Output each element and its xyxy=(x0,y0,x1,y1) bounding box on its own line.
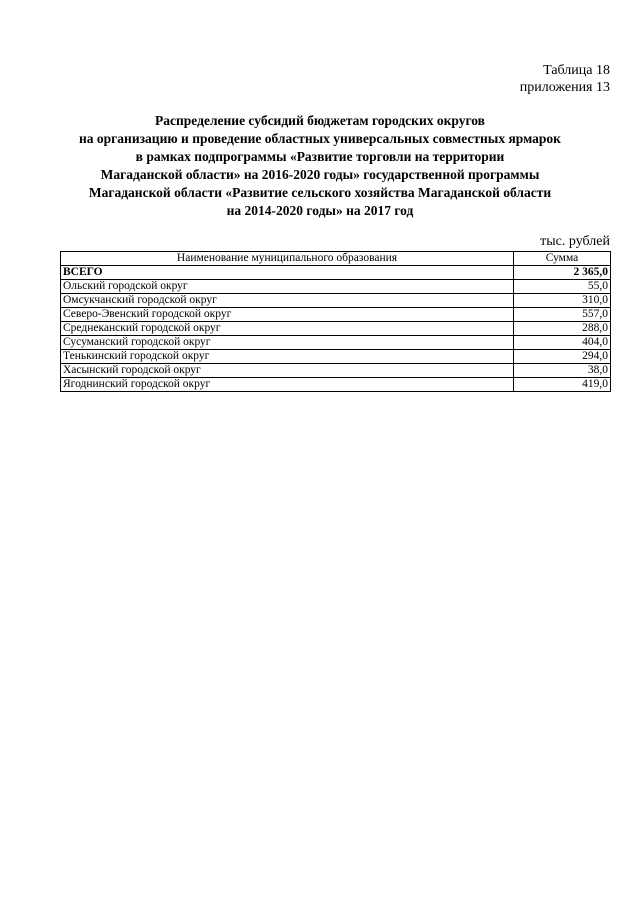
row-name: Тенькинский городской округ xyxy=(61,350,514,364)
table-row-total xyxy=(61,266,611,280)
appendix-number: приложения 13 xyxy=(519,80,610,95)
title-line: на 2014-2020 годы» на 2017 год xyxy=(226,203,414,218)
row-sum: 294,0 xyxy=(514,350,611,364)
table-row xyxy=(61,350,611,364)
row-sum: 310,0 xyxy=(514,294,611,308)
subsidy-table xyxy=(60,251,611,392)
row-name: Хасынский городской округ xyxy=(61,364,514,378)
total-sum: 2 365,0 xyxy=(514,266,611,280)
row-sum: 38,0 xyxy=(514,364,611,378)
table-row xyxy=(61,322,611,336)
table-row xyxy=(61,308,611,322)
row-name: Ольский городской округ xyxy=(61,280,514,294)
document-title xyxy=(30,112,610,220)
title-line: на организацию и проведение областных универсальных совместных ярмарок xyxy=(79,131,561,146)
row-name: Ягоднинский городской округ xyxy=(61,378,514,392)
row-name: Сусуманский городской округ xyxy=(61,336,514,350)
row-name: Омсукчанский городской округ xyxy=(61,294,514,308)
table-header-row xyxy=(61,252,611,266)
row-name: Северо-Эвенский городской округ xyxy=(61,308,514,322)
total-label: ВСЕГО xyxy=(61,266,514,280)
row-sum: 557,0 xyxy=(514,308,611,322)
units-label: тыс. рублей xyxy=(540,234,610,249)
table-row xyxy=(61,336,611,350)
table-row xyxy=(61,294,611,308)
table-number: Таблица 18 xyxy=(543,63,610,78)
table-reference xyxy=(520,62,610,96)
row-sum: 288,0 xyxy=(514,322,611,336)
title-line: Магаданской области «Развитие сельского хозяйства Магаданской области xyxy=(88,185,552,200)
row-sum: 419,0 xyxy=(514,378,611,392)
column-header-name: Наименование муниципального образования xyxy=(61,252,514,266)
row-sum: 55,0 xyxy=(514,280,611,294)
title-line: Магаданской области» на 2016-2020 годы» государственной программы xyxy=(100,167,540,182)
table-row xyxy=(61,378,611,392)
column-header-sum: Сумма xyxy=(514,252,611,266)
title-line: Распределение субсидий бюджетам городских округов xyxy=(155,113,485,128)
row-name: Среднеканский городской округ xyxy=(61,322,514,336)
table-row xyxy=(61,280,611,294)
row-sum: 404,0 xyxy=(514,336,611,350)
title-line: в рамках подпрограммы «Развитие торговли на территории xyxy=(135,149,505,164)
table-row xyxy=(61,364,611,378)
